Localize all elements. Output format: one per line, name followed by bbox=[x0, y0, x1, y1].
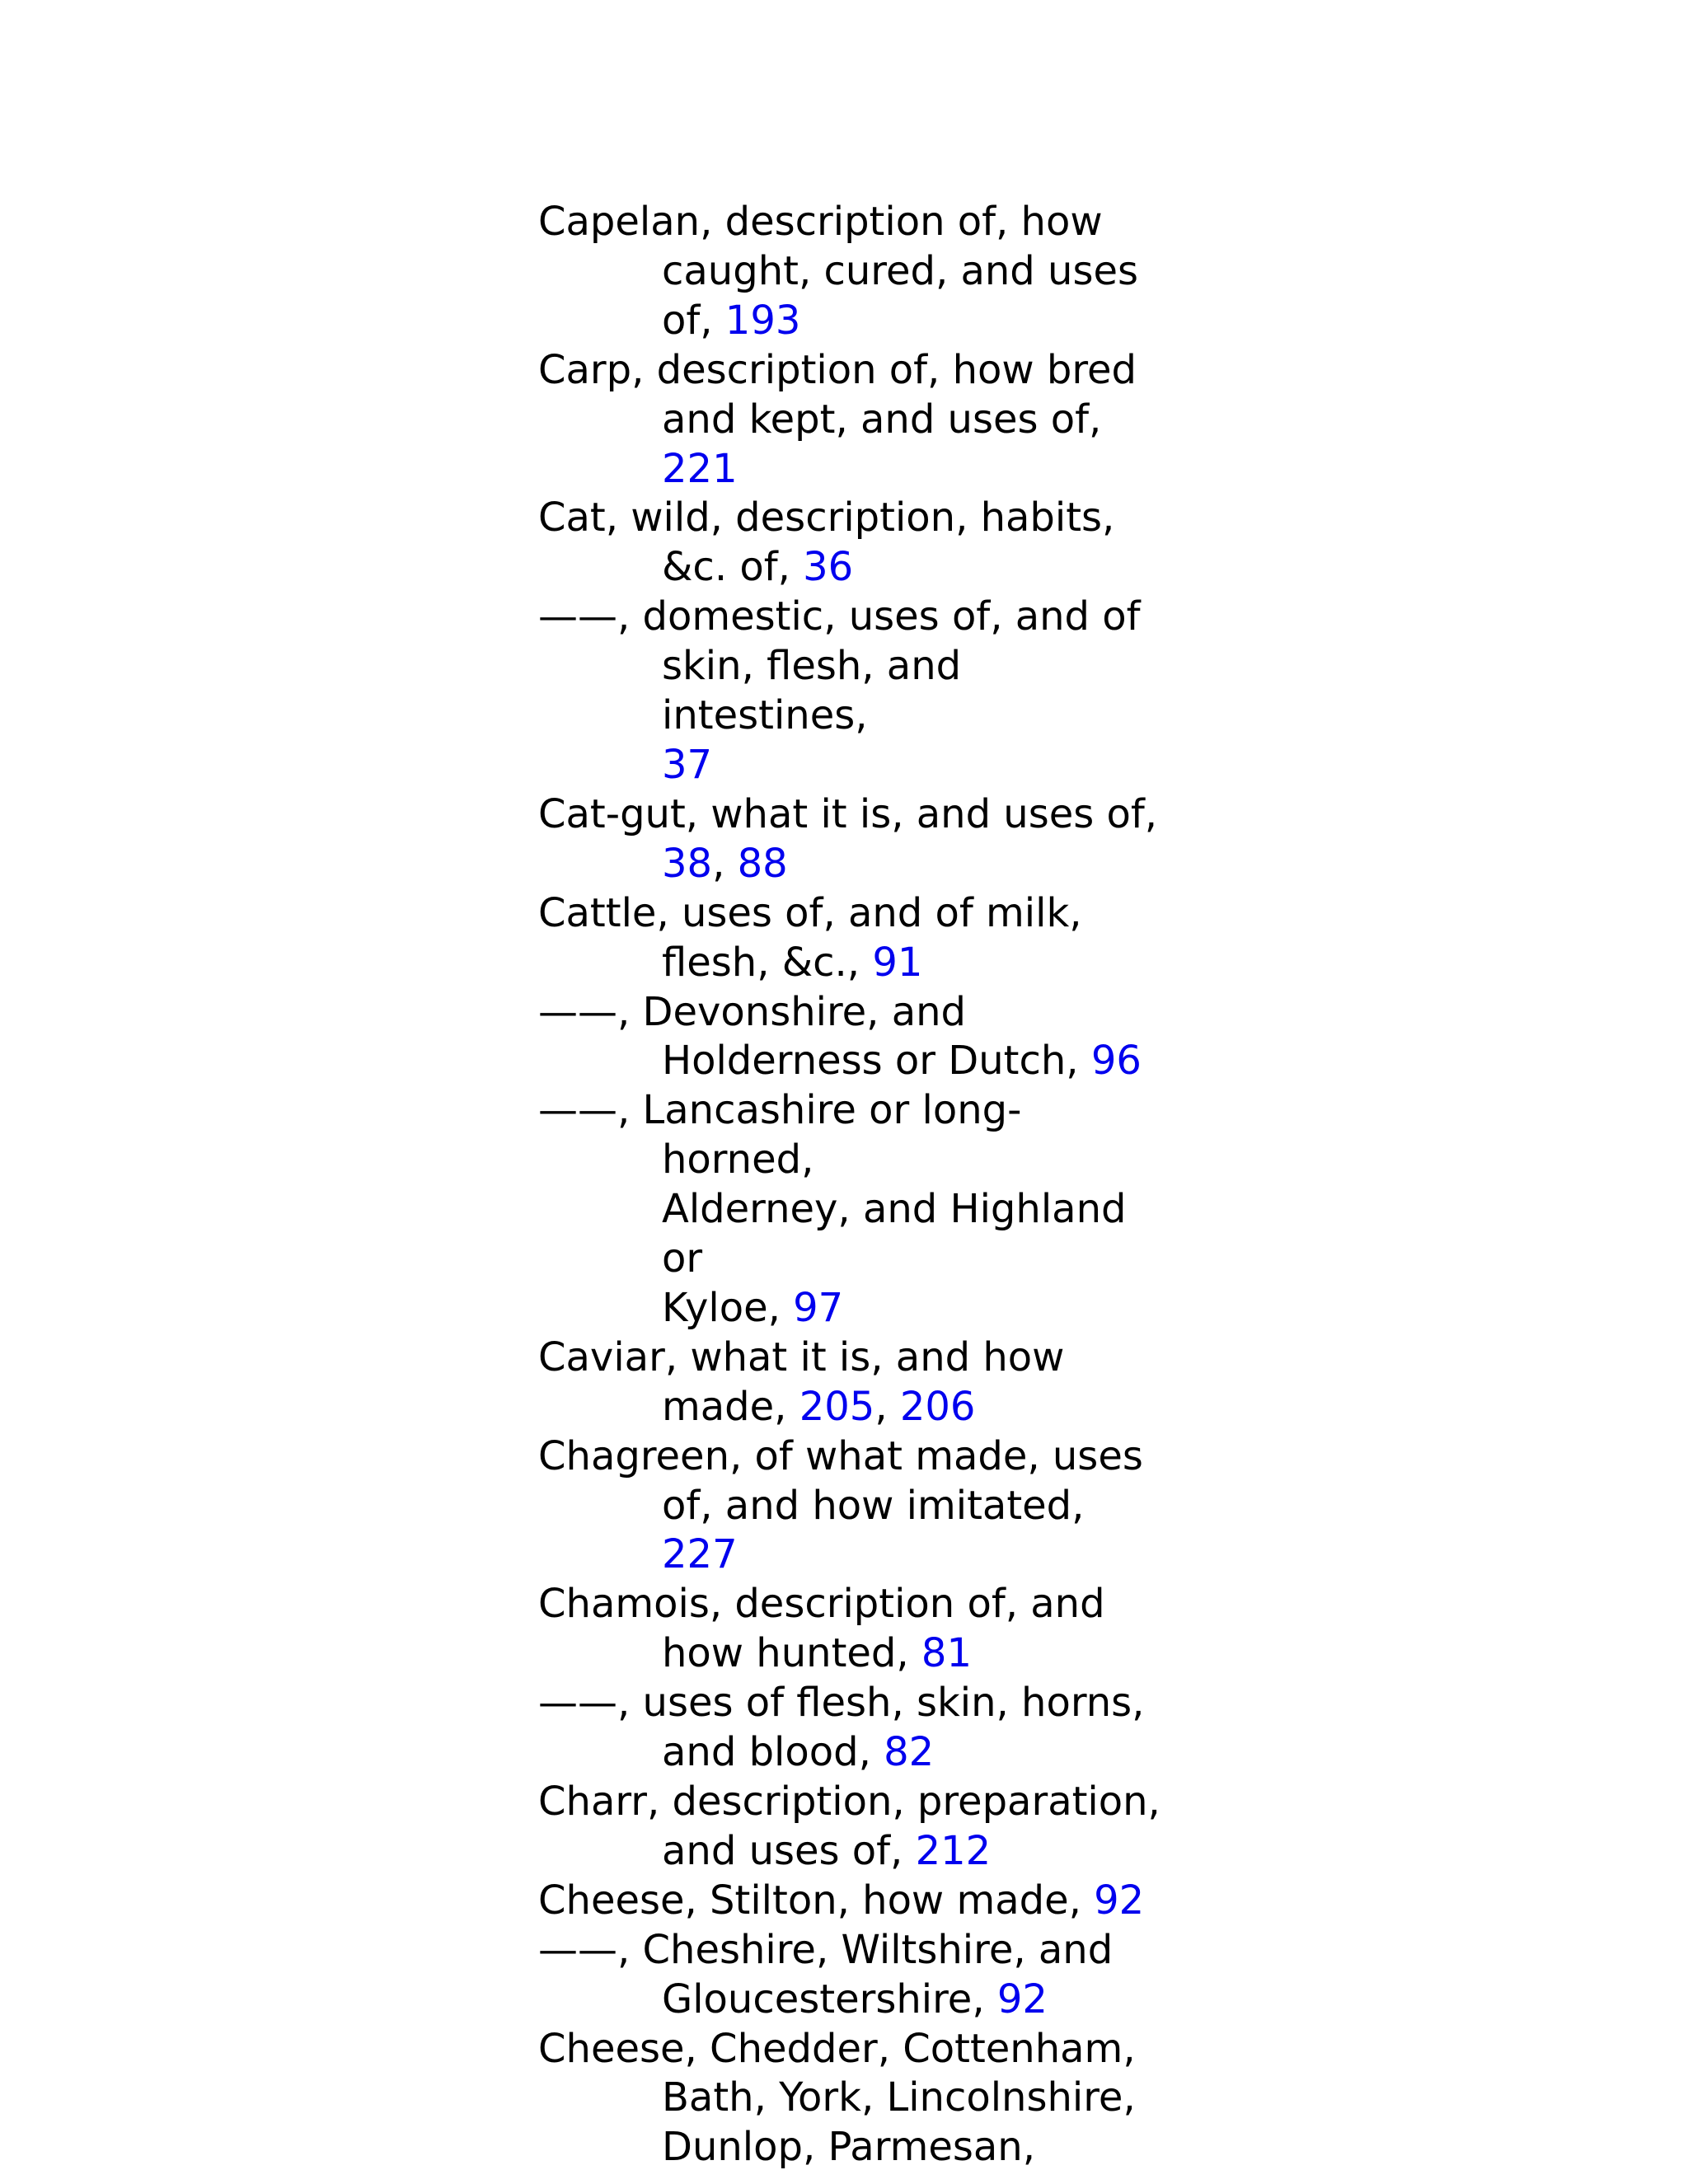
entry-text: Alderney, and Highland or bbox=[662, 1186, 1127, 1282]
page-link[interactable]: 206 bbox=[899, 1383, 976, 1430]
entry-text: &c. of, bbox=[662, 544, 804, 591]
index-entry bbox=[538, 198, 1165, 346]
entry-text: made, bbox=[662, 1383, 799, 1430]
page-link[interactable]: 81 bbox=[921, 1630, 972, 1677]
entry-text: ——, Cheshire, Wiltshire, and bbox=[538, 1926, 1114, 1973]
entry-text: Cattle, uses of, and of milk, bbox=[538, 889, 1082, 936]
entry-text: Holderness or Dutch, bbox=[662, 1038, 1091, 1085]
page-link[interactable]: 92 bbox=[1094, 1877, 1145, 1924]
entry-text: of, and how imitated, bbox=[662, 1482, 1085, 1529]
page-link[interactable]: 227 bbox=[662, 1531, 738, 1578]
page-link[interactable]: 88 bbox=[737, 840, 788, 887]
index-entry bbox=[538, 346, 1165, 494]
page-link[interactable]: 96 bbox=[1090, 1038, 1142, 1085]
entry-text: caught, cured, and uses bbox=[662, 247, 1138, 294]
entry-text: flesh, &c., bbox=[662, 939, 873, 986]
entry-text: and uses of, bbox=[662, 1827, 916, 1874]
entry-text: and kept, and uses of, bbox=[662, 396, 1102, 443]
entry-text: Caviar, what it is, and how bbox=[538, 1333, 1065, 1380]
entry-text: ——, domestic, uses of, and of bbox=[538, 593, 1141, 640]
entry-text: Cheese, Chedder, Cottenham, bbox=[538, 2025, 1136, 2072]
index-entry bbox=[538, 1926, 1165, 2025]
index-entry bbox=[538, 889, 1165, 988]
index-entry bbox=[538, 1679, 1165, 1778]
page-link[interactable]: 221 bbox=[662, 445, 738, 492]
entry-text: Chagreen, of what made, uses bbox=[538, 1432, 1143, 1479]
page-link[interactable]: 91 bbox=[872, 939, 923, 986]
entry-text: skin, flesh, and intestines, bbox=[662, 643, 962, 739]
index-entry bbox=[538, 1086, 1165, 1333]
index-entry bbox=[538, 1778, 1165, 1877]
page-link[interactable]: 82 bbox=[884, 1729, 935, 1776]
index-entry bbox=[538, 494, 1165, 593]
entry-text: Cat, wild, description, habits, bbox=[538, 494, 1115, 541]
page-link[interactable]: 36 bbox=[803, 544, 854, 591]
page-link[interactable]: 92 bbox=[996, 1975, 1048, 2022]
index-entry: Caviar, what it is, and how made, 205, 206 bbox=[538, 1333, 1065, 1430]
entry-text: Cat-gut, what it is, and uses of, bbox=[538, 790, 1158, 837]
entry-text: Charr, description, preparation, bbox=[538, 1779, 1160, 1825]
entry-text: ——, uses of flesh, skin, horns, bbox=[538, 1680, 1145, 1727]
index-entry bbox=[538, 1580, 1165, 1679]
entry-text: ——, Lancashire or long-horned, bbox=[538, 1087, 1022, 1183]
entry-text: ——, Devonshire, and bbox=[538, 988, 966, 1035]
entry-text: Bath, York, Lincolnshire, bbox=[662, 2074, 1136, 2121]
entry-text: Carp, description of, how bred bbox=[538, 346, 1137, 393]
entry-text: and blood, bbox=[662, 1729, 884, 1776]
entry-text: Chamois, description of, and bbox=[538, 1581, 1105, 1628]
entry-text: Dunlop, Parmesan, bbox=[662, 2124, 1035, 2171]
entry-text: how hunted, bbox=[662, 1630, 921, 1677]
index-entry bbox=[538, 2025, 1165, 2173]
entry-text: Kyloe, bbox=[662, 1284, 794, 1331]
page-link[interactable]: 193 bbox=[724, 297, 801, 344]
index-entry bbox=[538, 988, 1165, 1087]
page-link[interactable]: 97 bbox=[793, 1284, 844, 1331]
page-link[interactable]: 37 bbox=[662, 741, 713, 788]
entry-text: Capelan, description of, how bbox=[538, 199, 1103, 245]
page-link[interactable]: 38 bbox=[662, 840, 713, 887]
page-link[interactable]: 212 bbox=[915, 1827, 992, 1874]
index-entry bbox=[538, 593, 1165, 790]
index-entry bbox=[538, 1432, 1165, 1581]
index-entry: Cat-gut, what it is, and uses of, 38, 88 bbox=[538, 790, 1158, 887]
page-link[interactable]: 205 bbox=[799, 1383, 875, 1430]
index-entry bbox=[538, 1877, 1165, 1926]
entry-text: of, bbox=[662, 297, 725, 344]
index-list bbox=[538, 198, 1165, 2172]
entry-text: Gloucestershire, bbox=[662, 1975, 997, 2022]
entry-text: Cheese, Stilton, how made, bbox=[538, 1877, 1095, 1924]
